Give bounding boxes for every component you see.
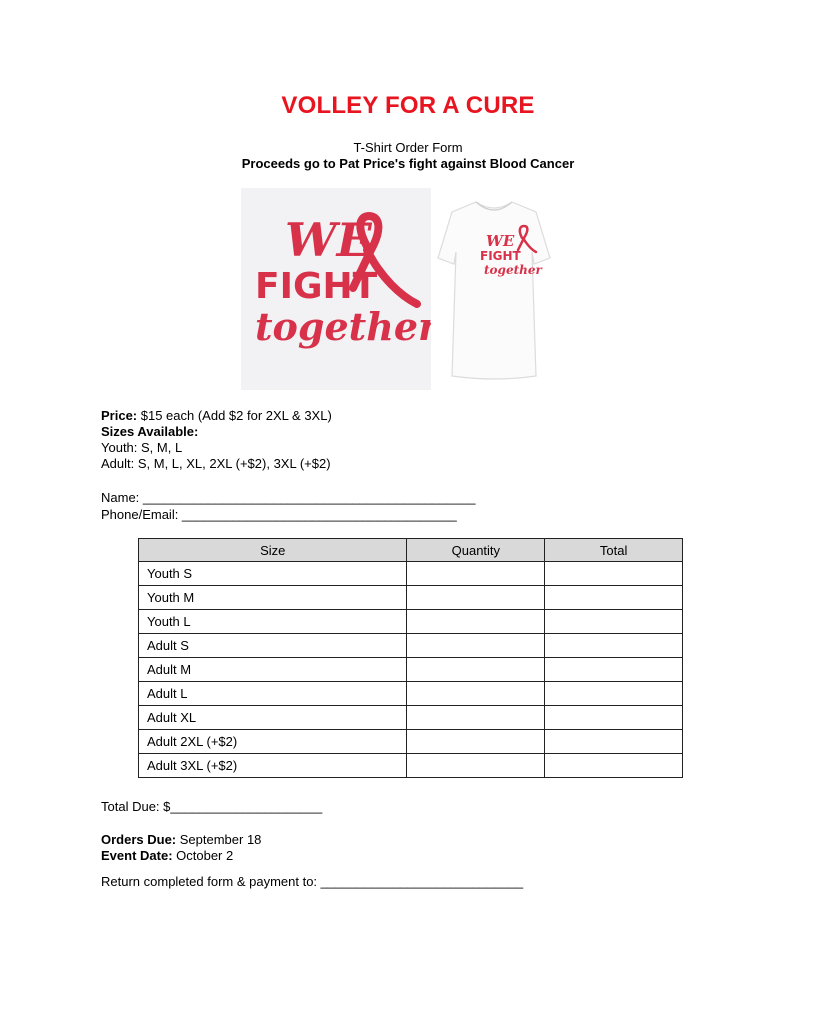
size-cell: Adult M — [139, 658, 407, 682]
sizes-heading: Sizes Available: — [101, 424, 199, 439]
total-cell[interactable] — [545, 730, 683, 754]
shirt-print-fight: FIGHT — [480, 249, 521, 263]
artwork-line-together: together — [255, 304, 431, 349]
phone-email-field[interactable]: Phone/Email: ______________________________________ — [101, 507, 457, 522]
orders-due-line — [101, 832, 261, 848]
size-cell: Youth M — [139, 586, 407, 610]
table-row — [139, 754, 683, 778]
form-tagline: Proceeds go to Pat Price's fight against Blood Cancer — [241, 156, 575, 171]
orders-due-label: Orders Due: — [101, 832, 177, 847]
table-row — [139, 682, 683, 706]
table-row — [139, 562, 683, 586]
table-row — [139, 610, 683, 634]
price-value: $15 each (Add $2 for 2XL & 3XL) — [137, 408, 332, 423]
table-row — [139, 658, 683, 682]
artwork-line-we: WE — [285, 213, 372, 267]
adult-sizes: Adult: S, M, L, XL, 2XL (+$2), 3XL (+$2) — [101, 456, 331, 471]
header-size: Size — [139, 539, 407, 562]
total-cell[interactable] — [545, 754, 683, 778]
total-due-field[interactable]: Total Due: $_____________________ — [101, 799, 323, 814]
event-date-value: October 2 — [172, 848, 234, 863]
total-cell[interactable] — [545, 562, 683, 586]
artwork-line-fight: FIGHT — [255, 266, 378, 307]
price-label: Price: — [101, 408, 138, 423]
header-total: Total — [545, 539, 683, 562]
form-title: VOLLEY FOR A CURE — [281, 92, 535, 119]
table-row — [139, 586, 683, 610]
orders-due-value: September 18 — [176, 832, 262, 847]
price-line — [101, 408, 332, 424]
total-cell[interactable] — [545, 682, 683, 706]
shirt-print-together: together — [484, 263, 542, 277]
quantity-cell[interactable] — [407, 706, 545, 730]
table-row — [139, 634, 683, 658]
quantity-cell[interactable] — [407, 730, 545, 754]
total-cell[interactable] — [545, 610, 683, 634]
total-cell[interactable] — [545, 706, 683, 730]
total-cell[interactable] — [545, 658, 683, 682]
tshirt-image — [436, 188, 552, 384]
event-date-label: Event Date: — [101, 848, 173, 863]
total-cell[interactable] — [545, 634, 683, 658]
logo-image — [241, 188, 431, 390]
header-quantity: Quantity — [407, 539, 545, 562]
size-cell: Adult 3XL (+$2) — [139, 754, 407, 778]
size-cell: Youth L — [139, 610, 407, 634]
pricing-info — [101, 408, 332, 472]
event-date-line — [101, 848, 233, 864]
quantity-cell[interactable] — [407, 610, 545, 634]
return-to-field[interactable]: Return completed form & payment to: ____________________________ — [101, 874, 524, 889]
quantity-cell[interactable] — [407, 682, 545, 706]
order-table — [138, 538, 683, 778]
quantity-cell[interactable] — [407, 586, 545, 610]
youth-sizes: Youth: S, M, L — [101, 440, 183, 455]
shirt-print-we: WE — [486, 232, 515, 250]
table-row — [139, 730, 683, 754]
size-cell: Adult S — [139, 634, 407, 658]
table-header-row — [139, 539, 683, 562]
table-row — [139, 706, 683, 730]
name-field[interactable]: Name: ______________________________________________ — [101, 490, 476, 505]
total-cell[interactable] — [545, 586, 683, 610]
size-cell: Adult 2XL (+$2) — [139, 730, 407, 754]
tshirt-icon — [436, 188, 552, 384]
quantity-cell[interactable] — [407, 634, 545, 658]
we-fight-together-artwork — [241, 188, 431, 390]
size-cell: Adult L — [139, 682, 407, 706]
quantity-cell[interactable] — [407, 658, 545, 682]
quantity-cell[interactable] — [407, 562, 545, 586]
size-cell: Youth S — [139, 562, 407, 586]
form-subtitle: T-Shirt Order Form — [353, 140, 463, 155]
quantity-cell[interactable] — [407, 754, 545, 778]
size-cell: Adult XL — [139, 706, 407, 730]
